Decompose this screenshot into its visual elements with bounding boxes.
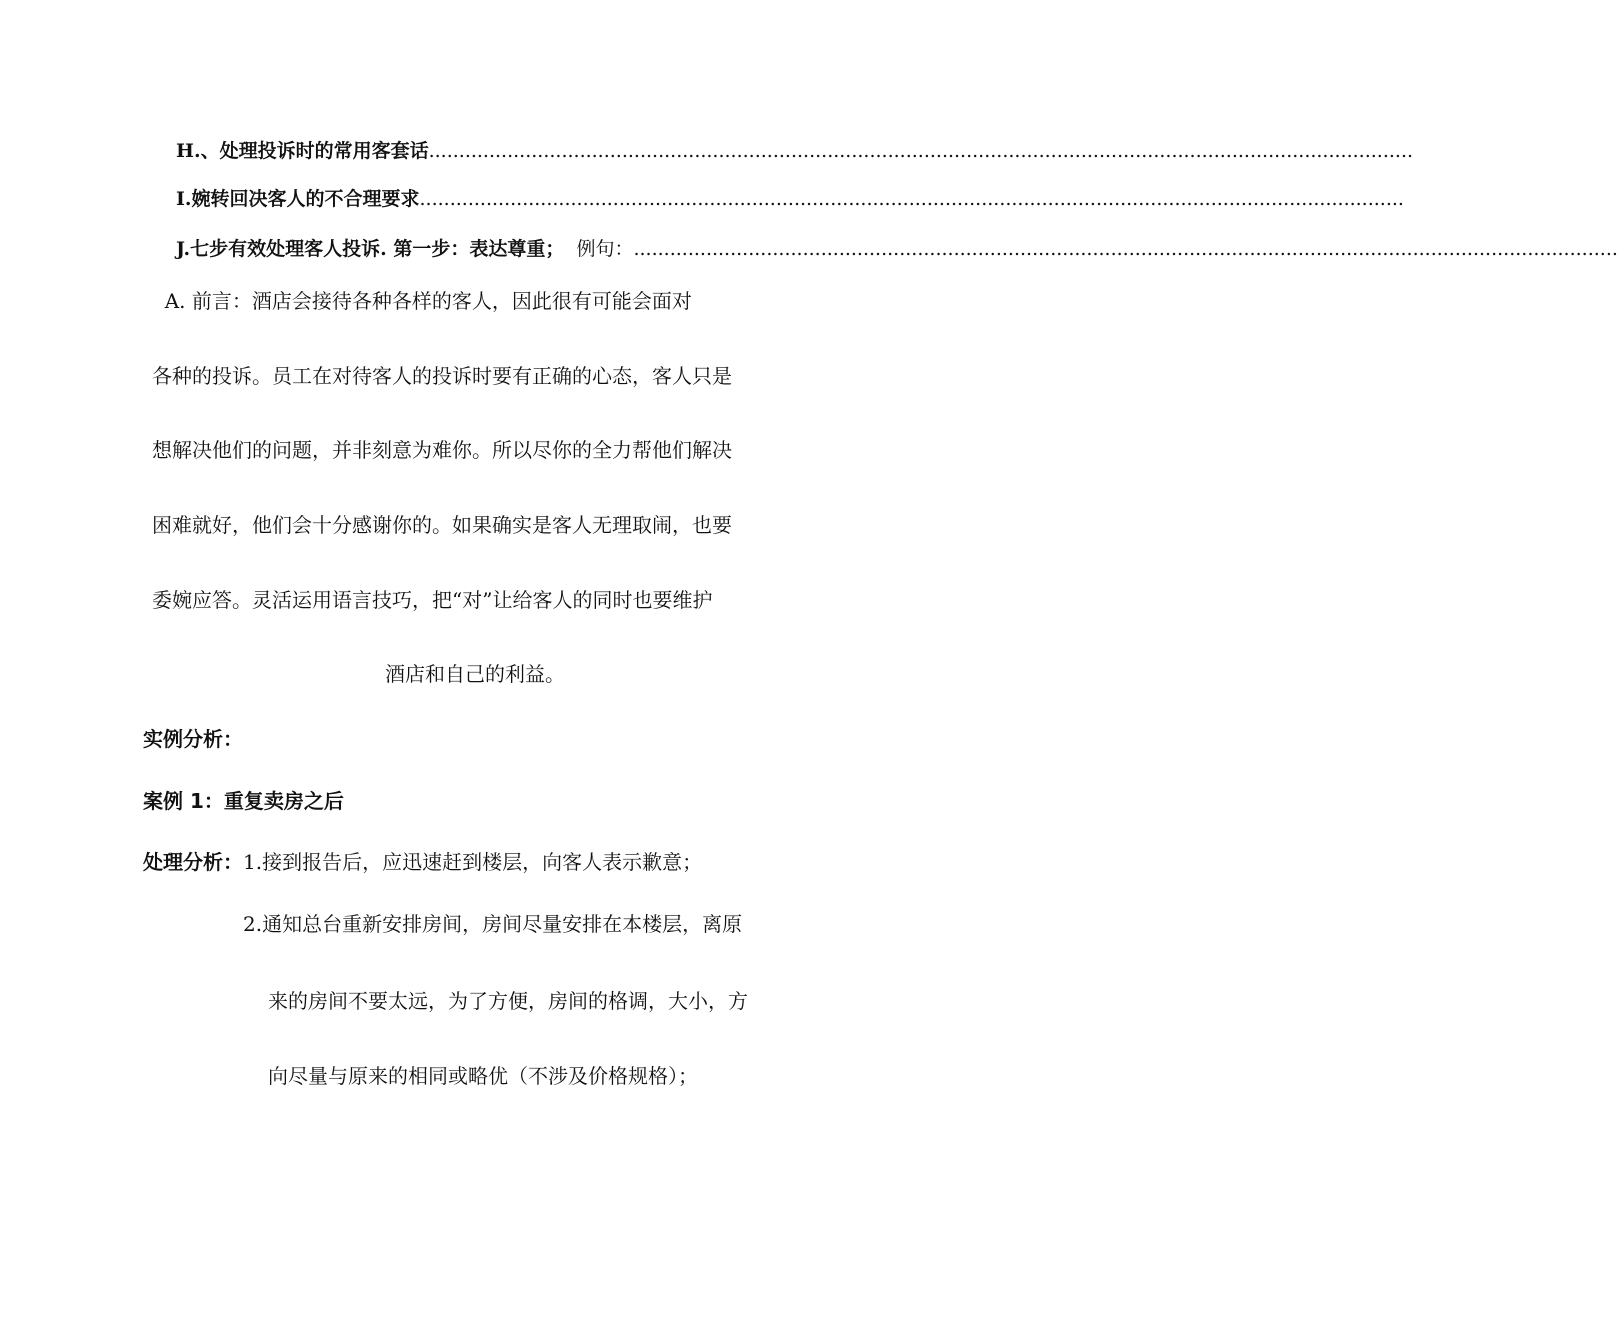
intro-line: 委婉应答。灵活运用语言技巧，把“对”让给客人的同时也要维护 xyxy=(152,588,713,612)
intro-line: 各种的投诉。员工在对待客人的投诉时要有正确的心态，客人只是 xyxy=(152,364,732,388)
intro-line: 想解决他们的问题，并非刻意为难你。所以尽你的全力帮他们解决 xyxy=(152,438,732,462)
toc-label: J.七步有效处理客人投诉. 第一步：表达尊重； xyxy=(176,238,565,260)
analysis-step-2-line: 2.通知总台重新安排房间，房间尽量安排在本楼层，离原 xyxy=(243,912,743,936)
analysis-step-1 xyxy=(143,849,803,875)
toc-leader-dots: ................................................................................................................................................................... xyxy=(428,140,1414,162)
analysis-step-2-line: 向尽量与原来的相同或略优（不涉及价格规格）； xyxy=(268,1064,698,1088)
toc-entry-h xyxy=(176,138,1414,164)
toc-label: H.、处理投诉时的常用客套话 xyxy=(176,140,429,162)
toc-entry-j xyxy=(176,236,1618,262)
toc-label: I.婉转回决客人的不合理要求 xyxy=(176,188,420,210)
toc-leader-dots: ................................................................................................................................................................... xyxy=(633,238,1618,260)
toc-suffix: 例句： xyxy=(564,238,634,260)
intro-line: A. 前言：酒店会接待各种各样的客人，因此很有可能会面对 xyxy=(152,289,692,313)
toc-leader-dots: ................................................................................................................................................................... xyxy=(419,188,1404,210)
intro-line: 困难就好，他们会十分感谢你的。如果确实是客人无理取闹，也要 xyxy=(152,513,732,537)
analysis-step-2-line: 来的房间不要太远，为了方便，房间的格调，大小，方 xyxy=(268,989,748,1013)
analysis-step-1-text: 1.接到报告后，应迅速赶到楼层，向客人表示歉意； xyxy=(243,850,703,874)
intro-last-line: 酒店和自己的利益。 xyxy=(385,662,565,686)
case-title: 案例 1：重复卖房之后 xyxy=(143,789,344,813)
section-title: 实例分析： xyxy=(143,727,243,751)
toc-entry-i xyxy=(176,186,1404,212)
analysis-label: 处理分析： xyxy=(143,850,243,874)
